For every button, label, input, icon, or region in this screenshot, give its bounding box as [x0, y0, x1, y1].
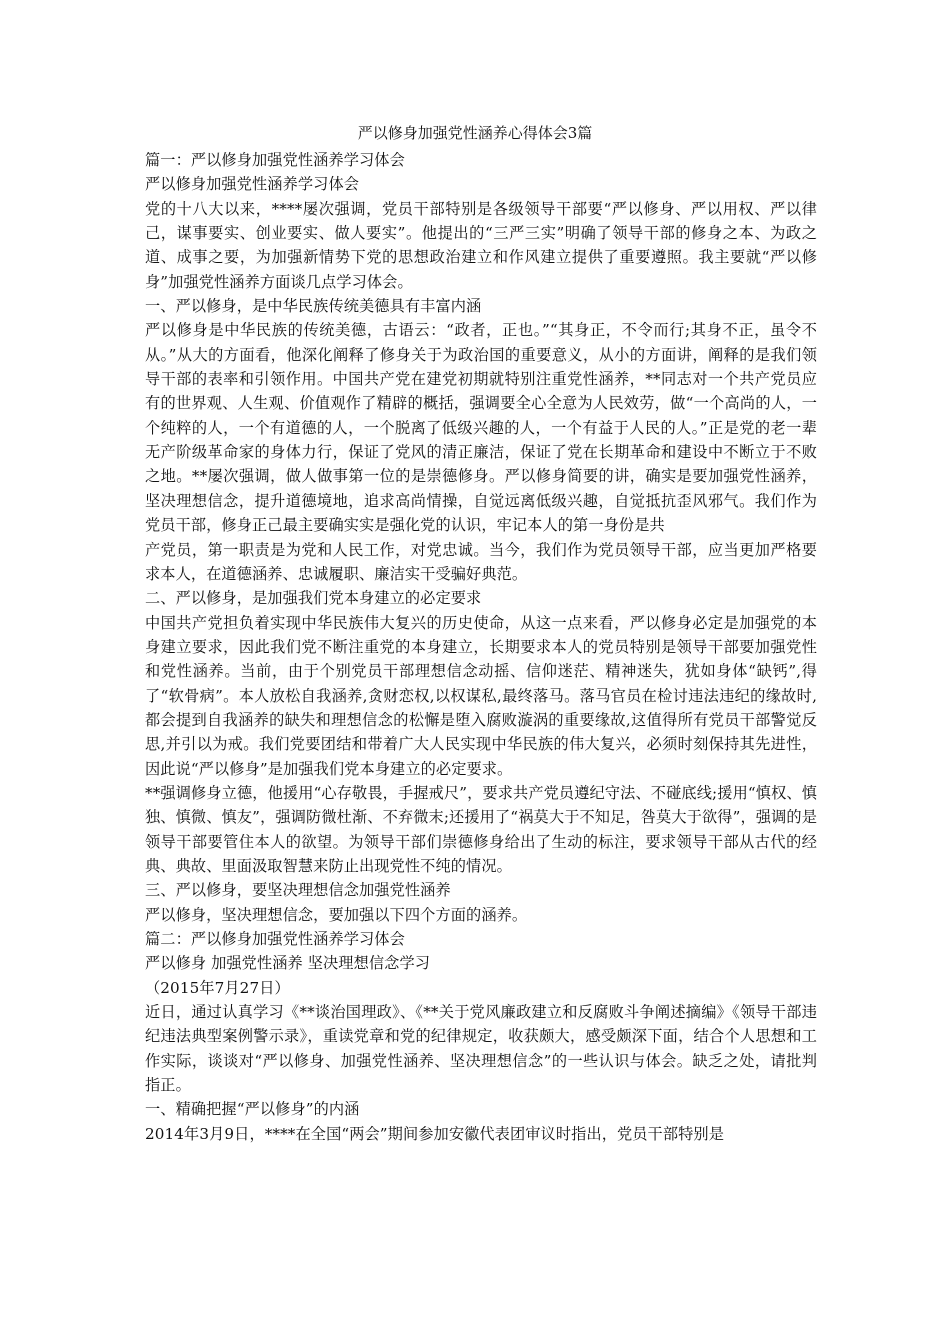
section-heading: 三、严以修身，要坚决理想信念加强党性涵养: [145, 881, 451, 900]
document-title: 严以修身加强党性涵养心得体会3篇: [357, 124, 593, 142]
paragraph: 产党员，第一职责是为党和人民工作，对党忠诚。当今，我们作为党员领导干部，应当更加严格要求本人，在道德涵养、忠诚履职、廉洁实干受骗好典范。: [145, 540, 817, 583]
section-heading: 二、严以修身，是加强我们党本身建立的必定要求: [145, 589, 482, 608]
section-heading-part1: 篇一：严以修身加强党性涵养学习体会: [145, 151, 405, 169]
document-body: [145, 148, 817, 1146]
article-title: 严以修身加强党性涵养学习体会: [145, 175, 360, 194]
paragraph: **强调修身立德，他援用“心存敬畏，手握戒尺”，要求共产党员遵纪守法、不碰底线;援用“慎权、慎独、慎微、慎友”，强调防微杜渐、不弃微末;还援用了“祸莫大于不知足，咎莫大于欲得”，强调的是领导干部要管住本人的欲望。为领导干部们崇德修身给出了生动的标注，要求领导干部从古代的经典、典故、里面汲取智慧来防止出现党性不纯的情况。: [145, 783, 818, 875]
paragraph: 近日，通过认真学习《**谈治国理政》、《**关于党风廉政建立和反腐败斗争阐述摘编》《领导干部违纪违法典型案例警示录》，重读党章和党的纪律规定，收获颇大，感受颇深下面，结合个人思想和工作实际，谈谈对“严以修身、加强党性涵养、坚决理想信念”的一些认识与体会。缺乏之处，请批判指正。: [145, 1003, 817, 1095]
article-date: （2015年7月27日）: [145, 978, 290, 997]
section-heading: 一、精确把握“严以修身”的内涵: [145, 1100, 360, 1119]
paragraph: 严以修身是中华民族的传统美德，古语云：“政者，正也。”“其身正，不令而行;其身不正，虽令不从。”从大的方面看，他深化阐释了修身关于为政治国的重要意义，从小的方面讲，阐释的是我们领导干部的表率和引领作用。中国共产党在建党初期就特别注重党性涵养，**同志对一个共产党员应有的世界观、人生观、价值观作了精辟的概括，强调要全心全意为人民效劳，做“一个高尚的人，一个纯粹的人，一个有道德的人，一个脱离了低级兴趣的人，一个有益于人民的人。”正是党的老一辈无产阶级革命家的身体力行，保证了党风的清正廉洁，保证了党在长期革命和建设中不断立于不败之地。**屡次强调，做人做事第一位的是崇德修身。严以修身简要的讲，确实是要加强党性涵养，坚决理想信念，提升道德境地，追求高尚情操，自觉远离低级兴趣，自觉抵抗歪风邪气。我们作为党员干部，修身正己最主要确实实是强化党的认识，牢记本人的第一身份是共: [145, 321, 817, 535]
section-heading: 一、严以修身，是中华民族传统美德具有丰富内涵: [145, 297, 482, 316]
paragraph: 党的十八大以来，****屡次强调，党员干部特别是各级领导干部要“严以修身、严以用权、严以律己，谋事要实、创业要实、做人要实”。他提出的“三严三实”明确了领导干部的修身之本、为政之道、成事之要，为加强新情势下党的思想政治建立和作风建立提供了重要遵照。我主要就“严以修身”加强党性涵养方面谈几点学习体会。: [145, 199, 817, 291]
article-title: 严以修身 加强党性涵养 坚决理想信念学习: [145, 954, 431, 973]
paragraph: 中国共产党担负着实现中华民族伟大复兴的历史使命，从这一点来看，严以修身必定是加强党的本身建立要求，因此我们党不断注重党的本身建立，长期要求本人的党员特别是领导干部要加强党性和党性涵养。当前，由于个别党员干部理想信念动摇、信仰迷茫、精神迷失，犹如身体“缺钙”,得了“软骨病”。本人放松自我涵养,贪财恋权,以权谋私,最终落马。落马官员在检讨违法违纪的缘故时,都会提到自我涵养的缺失和理想信念的松懈是堕入腐败漩涡的重要缘故,这值得所有党员干部警觉反思,并引以为戒。我们党要团结和带着广大人民实现中华民族的伟大复兴，必须时刻保持其先进性，因此说“严以修身”是加强我们党本身建立的必定要求。: [145, 613, 817, 778]
section-heading-part2: 篇二：严以修身加强党性涵养学习体会: [145, 930, 405, 948]
paragraph: 2014年3月9日，****在全国“两会”期间参加安徽代表团审议时指出，党员干部特别是: [145, 1124, 724, 1143]
paragraph: 严以修身，坚决理想信念，要加强以下四个方面的涵养。: [145, 905, 528, 924]
